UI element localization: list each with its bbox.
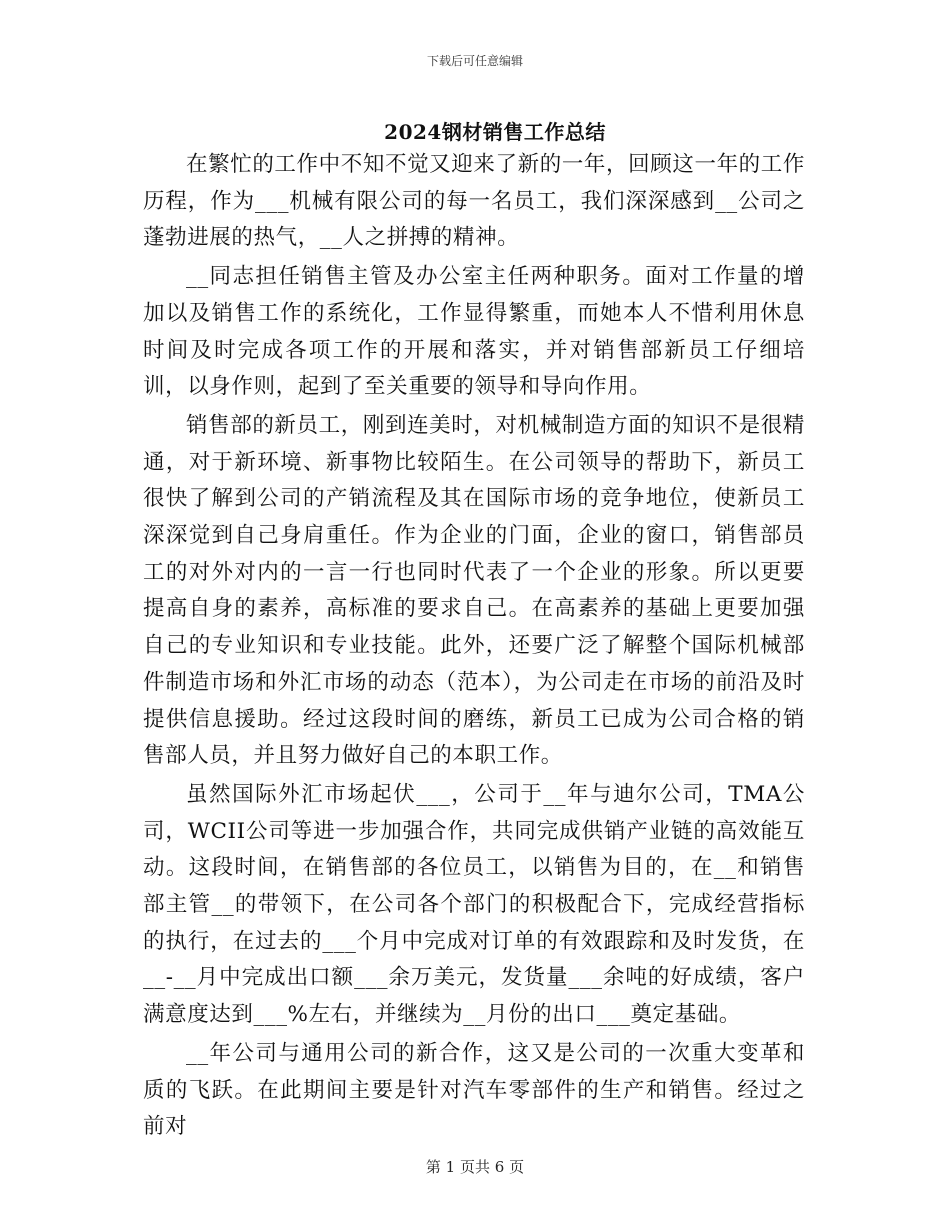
paragraph-1: 在繁忙的工作中不知不觉又迎来了新的一年，回顾这一年的工作历程，作为___机械有限公司的每一名员工，我们深深感到__公司之蓬勃进展的热气，__人之拼搏的精神。 xyxy=(143,152,805,251)
paragraph-2: __同志担任销售主管及办公室主任两种职务。面对工作量的增加以及销售工作的系统化，工作显得繁重，而她本人不惜利用休息时间及时完成各项工作的开展和落实，并对销售部新员工仔细培训，以身作则，起到了至关重要的领导和导向作用。 xyxy=(143,264,805,400)
paragraph-5: __年公司与通用公司的新合作，这又是公司的一次重大变革和质的飞跃。在此期间主要是针对汽车零部件的生产和销售。经过之前对 xyxy=(143,1040,805,1140)
paragraph-3: 销售部的新员工，刚到连美时，对机械制造方面的知识不是很精通，对于新环境、新事物比较陌生。在公司领导的帮助下，新员工很快了解到公司的产销流程及其在国际市场的竞争地位，使新员工深深觉到自己身肩重任。作为企业的门面，企业的窗口，销售部员工的对外对内的一言一行也同时代表了一个企业的形象。所以更要提高自身的素养，高标准的要求自己。在高素养的基础上更要加强自己的专业知识和专业技能。此外，还要广泛了解整个国际机械部件制造市场和外汇市场的动态（范本），为公司走在市场的前沿及时提供信息援助。经过这段时间的磨练，新员工已成为公司合格的销售部人员，并且努力做好自己的本职工作。 xyxy=(143,412,805,769)
document-title: 2024钢材销售工作总结 xyxy=(384,120,606,144)
header-note: 下载后可任意编辑 xyxy=(426,54,523,68)
document-body xyxy=(143,147,805,1148)
paragraph-4: 虽然国际外汇市场起伏___，公司于__年与迪尔公司，TMA公司，WCII公司等进一步加强合作，共同完成供销产业链的高效能互动。这段时间，在销售部的各位员工，以销售为目的，在__和销售部主管__的带领下，在公司各个部门的积极配合下，完成经营指标的执行，在过去的___个月中完成对订单的有效跟踪和及时发货，在__-__月中完成出口额___余万美元，发货量___余吨的好成绩，客户满意度达到___%左右，并继续为__月份的出口___奠定基础。 xyxy=(143,781,805,1028)
page-number: 第 1 页共 6 页 xyxy=(425,1158,525,1176)
